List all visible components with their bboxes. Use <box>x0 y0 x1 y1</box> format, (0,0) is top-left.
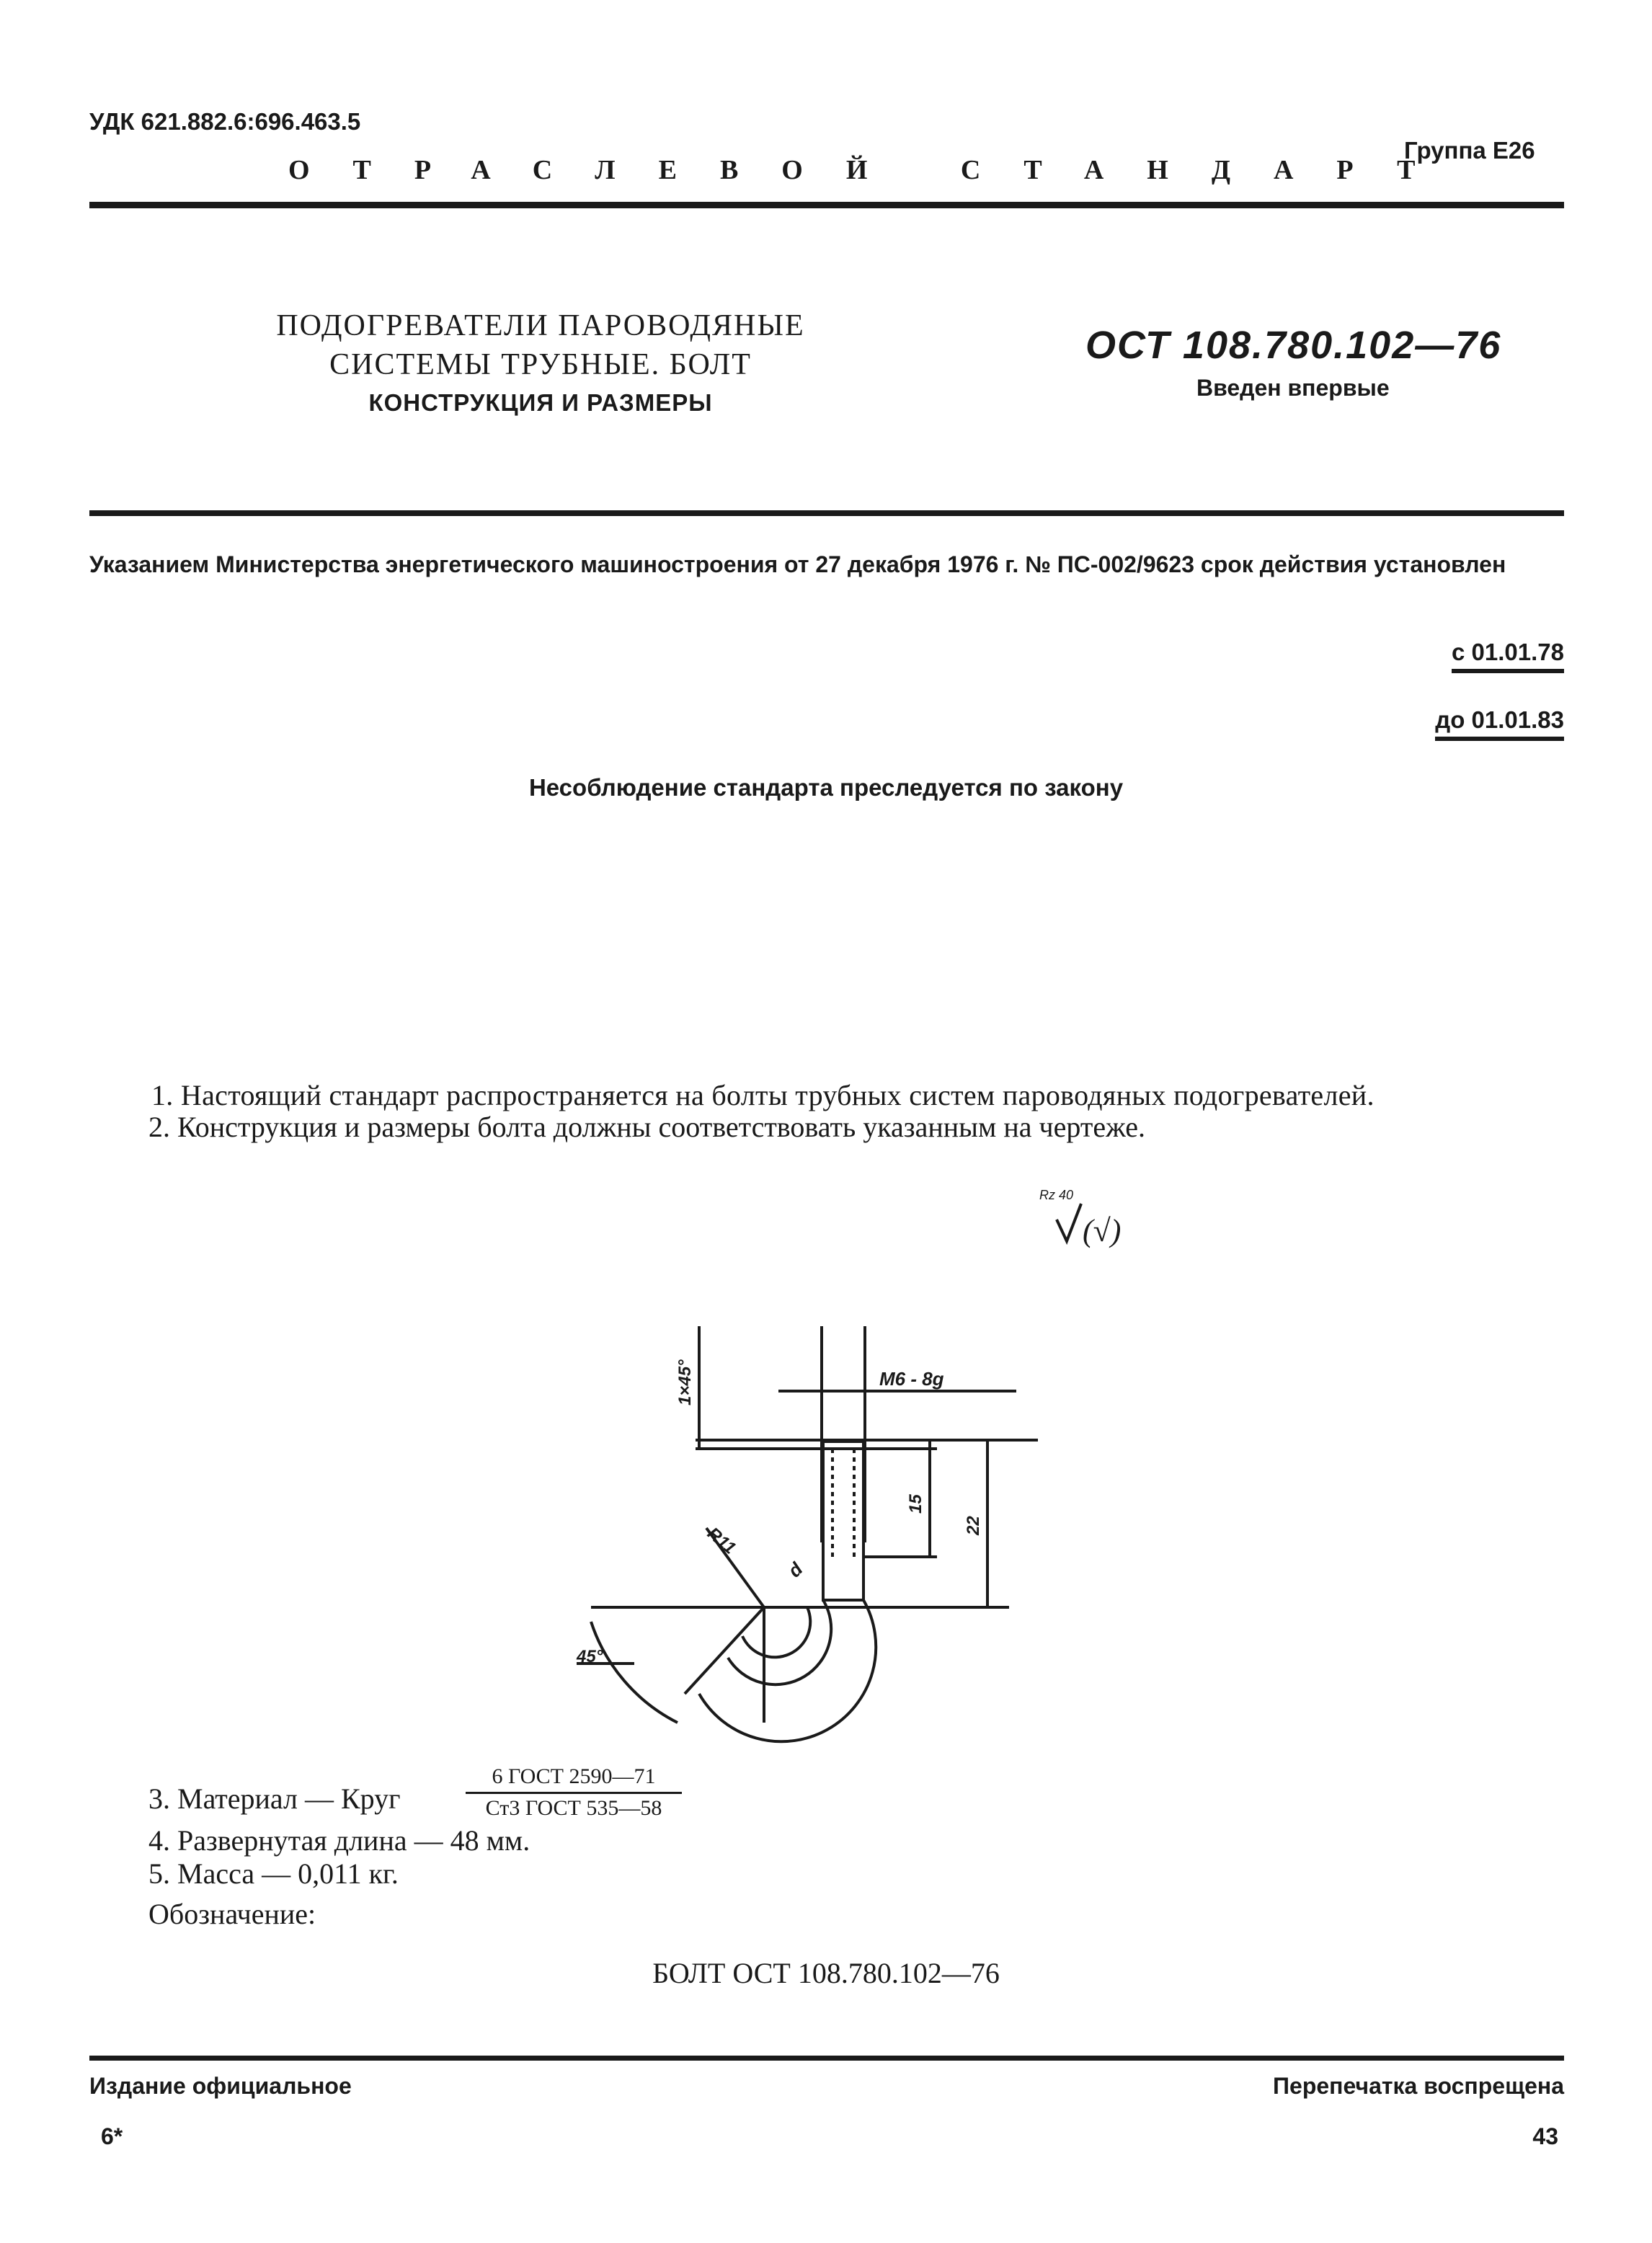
valid-from: с 01.01.78 <box>1452 639 1564 673</box>
angle-label: 45° <box>577 1647 603 1666</box>
group-code: Группа Е26 <box>1404 137 1535 164</box>
sheet-mark: 6* <box>101 2123 123 2149</box>
dim-22-label: 22 <box>964 1516 983 1535</box>
bolt-shank-outline <box>823 1442 863 1600</box>
radius-label: R11 <box>703 1523 740 1558</box>
validity-directive: Указанием Министерства энергетического машиностроения от 27 декабря 1976 г. № ПС-002/9623 срок действия установлен <box>89 551 1506 577</box>
standard-status: Введен впервые <box>1196 375 1390 401</box>
item-1: 1. Настоящий стандарт распространяется на болты трубных систем пароводяных подогревателей. <box>151 1079 1375 1111</box>
dim-15-label: 15 <box>906 1494 925 1514</box>
item-4: 4. Развернутая длина — 48 мм. <box>148 1824 530 1857</box>
material-numerator: 6 ГОСТ 2590—71 <box>492 1764 656 1788</box>
title-line-3: КОНСТРУКЦИЯ И РАЗМЕРЫ <box>368 389 713 416</box>
title-line-1: ПОДОГРЕВАТЕЛИ ПАРОВОДЯНЫЕ <box>276 309 805 342</box>
item-5: 5. Масса — 0,011 кг. <box>148 1857 399 1890</box>
diameter-label: d <box>783 1558 807 1582</box>
roughness-paren: (√) <box>1083 1213 1122 1248</box>
material-fraction-bar <box>466 1792 682 1794</box>
footer-rule <box>89 2056 1564 2061</box>
material-denominator: Ст3 ГОСТ 535—58 <box>485 1796 662 1820</box>
item-2: 2. Конструкция и размеры болта должны соответствовать указанным на чертеже. <box>148 1111 1145 1143</box>
bend-mid-arc <box>742 1607 810 1657</box>
title-line-2: СИСТЕМЫ ТРУБНЫЕ. БОЛТ <box>329 348 752 381</box>
header-rule <box>89 202 1564 208</box>
chamfer-label: 1×45° <box>675 1359 695 1405</box>
standard-number: ОСТ 108.780.102—76 <box>1085 324 1502 367</box>
edition-note: Издание официальное <box>89 2073 352 2099</box>
bolt-drawing <box>490 1319 1038 1766</box>
udk-code: УДК 621.882.6:696.463.5 <box>89 108 361 135</box>
valid-to: до 01.01.83 <box>1435 706 1564 741</box>
designation-value: БОЛТ ОСТ 108.780.102—76 <box>652 1957 1000 1989</box>
title-rule <box>89 510 1564 516</box>
noncompliance-notice: Несоблюдение стандарта преследуется по закону <box>528 774 1124 801</box>
page-number: 43 <box>1532 2123 1558 2149</box>
roughness-check-icon <box>1057 1204 1081 1241</box>
bend-outer-arc <box>699 1600 876 1741</box>
angle-arc <box>591 1622 678 1723</box>
series-heading: ОТРАСЛЕВОЙ СТАНДАРТ <box>288 155 1459 185</box>
thread-label: М6 - 8g <box>879 1368 944 1390</box>
roughness-value: Rz 40 <box>1039 1188 1074 1202</box>
bend-inner-arc <box>728 1600 831 1684</box>
roughness-symbol <box>1038 1182 1153 1254</box>
reprint-note: Перепечатка воспрещена <box>1273 2073 1564 2099</box>
designation-label: Обозначение: <box>148 1898 316 1930</box>
item-3-material: 3. Материал — Круг <box>148 1782 401 1815</box>
